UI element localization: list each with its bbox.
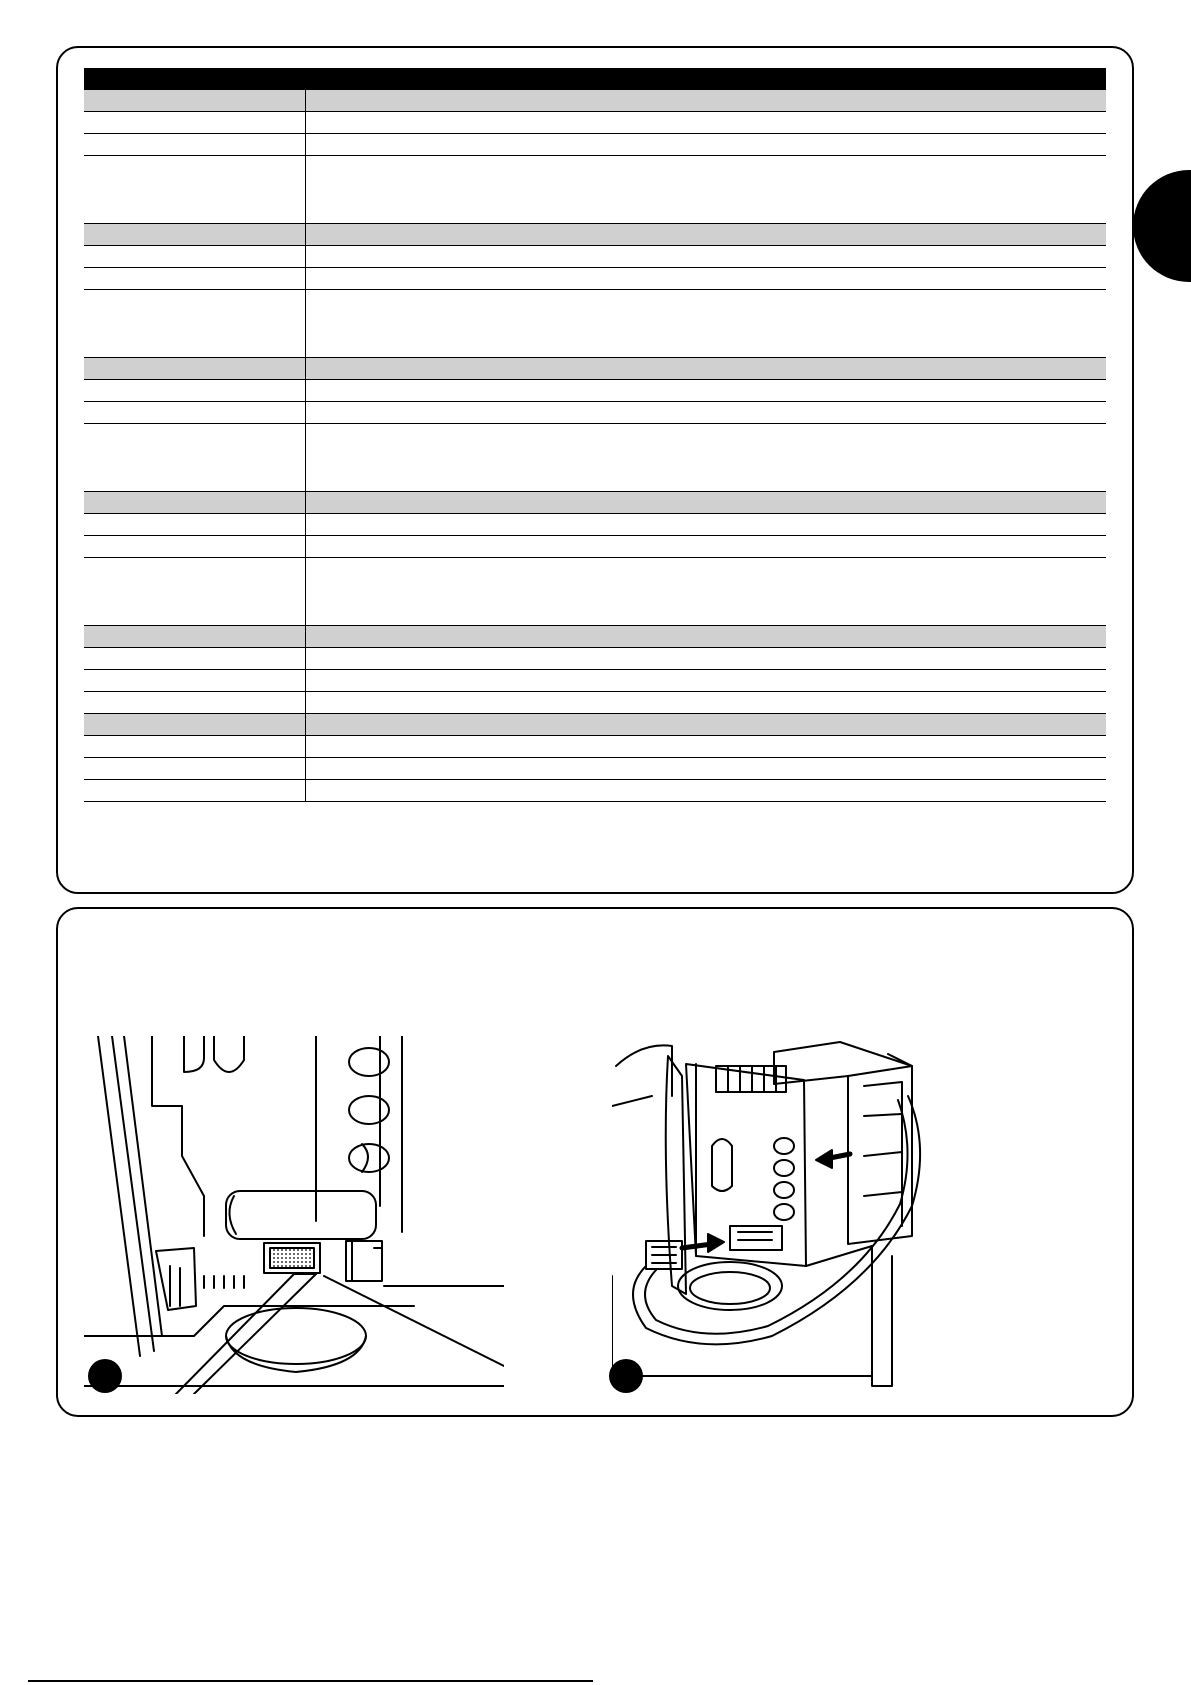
figure-unit-removal	[612, 1036, 1042, 1394]
table-cell	[84, 246, 306, 267]
table-row	[84, 536, 1106, 558]
table-cell	[306, 648, 1106, 669]
figure-number-badge	[609, 1359, 643, 1393]
table-cell	[84, 268, 306, 289]
table-cell	[84, 692, 306, 713]
table-cell	[306, 290, 1106, 357]
table-cell	[306, 112, 1106, 133]
table-cell	[306, 224, 1106, 245]
table-cell	[84, 90, 306, 111]
table-group-row	[84, 626, 1106, 648]
table-cell	[306, 380, 1106, 401]
table-cell	[306, 514, 1106, 535]
table-row	[84, 648, 1106, 670]
table-cell	[84, 780, 306, 801]
table-cell	[306, 90, 1106, 111]
table-row	[84, 402, 1106, 424]
table-cell	[84, 134, 306, 155]
table-group-row	[84, 90, 1106, 112]
table-cell	[84, 536, 306, 557]
table-cell	[306, 358, 1106, 379]
table-cell	[306, 134, 1106, 155]
table-cell	[84, 626, 306, 647]
table-row	[84, 780, 1106, 802]
table-row	[84, 380, 1106, 402]
table-cell	[306, 736, 1106, 757]
table-row	[84, 736, 1106, 758]
table-row	[84, 514, 1106, 536]
table-cell	[306, 758, 1106, 779]
table-row	[84, 558, 1106, 626]
table-cell	[84, 714, 306, 735]
table-cell	[84, 514, 306, 535]
table-cell	[84, 758, 306, 779]
table-cell	[84, 290, 306, 357]
section-tab-marker	[1133, 170, 1191, 282]
table-group-row	[84, 714, 1106, 736]
table-row	[84, 268, 1106, 290]
table-row	[84, 134, 1106, 156]
table-header	[84, 68, 1106, 90]
table-cell	[306, 692, 1106, 713]
table-cell	[306, 492, 1106, 513]
table-cell	[306, 536, 1106, 557]
table-cell	[306, 424, 1106, 491]
table-row	[84, 156, 1106, 224]
table-header-cell	[306, 68, 1106, 90]
table-cell	[306, 626, 1106, 647]
table-cell	[84, 112, 306, 133]
table-cell	[306, 780, 1106, 801]
table-cell	[84, 670, 306, 691]
table-cell	[84, 648, 306, 669]
spec-table	[84, 68, 1106, 802]
table-cell	[306, 268, 1106, 289]
table-cell	[306, 714, 1106, 735]
table-cell	[84, 358, 306, 379]
table-row	[84, 758, 1106, 780]
table-group-row	[84, 358, 1106, 380]
table-cell	[84, 380, 306, 401]
table-cell	[84, 224, 306, 245]
table-header-cell	[84, 68, 306, 90]
table-cell	[84, 156, 306, 223]
footer-rule	[28, 1680, 593, 1682]
table-row	[84, 424, 1106, 492]
figure-screwdriver-release	[84, 1036, 504, 1394]
table-cell	[306, 246, 1106, 267]
table-cell	[84, 402, 306, 423]
table-row	[84, 692, 1106, 714]
table-group-row	[84, 224, 1106, 246]
table-cell	[306, 402, 1106, 423]
table-cell	[306, 156, 1106, 223]
table-cell	[306, 558, 1106, 625]
table-row	[84, 670, 1106, 692]
table-row	[84, 112, 1106, 134]
table-group-row	[84, 492, 1106, 514]
table-row	[84, 290, 1106, 358]
table-cell	[84, 558, 306, 625]
table-cell	[84, 492, 306, 513]
table-row	[84, 246, 1106, 268]
table-cell	[84, 736, 306, 757]
table-cell	[306, 670, 1106, 691]
figure-number-badge	[88, 1359, 122, 1393]
table-cell	[84, 424, 306, 491]
